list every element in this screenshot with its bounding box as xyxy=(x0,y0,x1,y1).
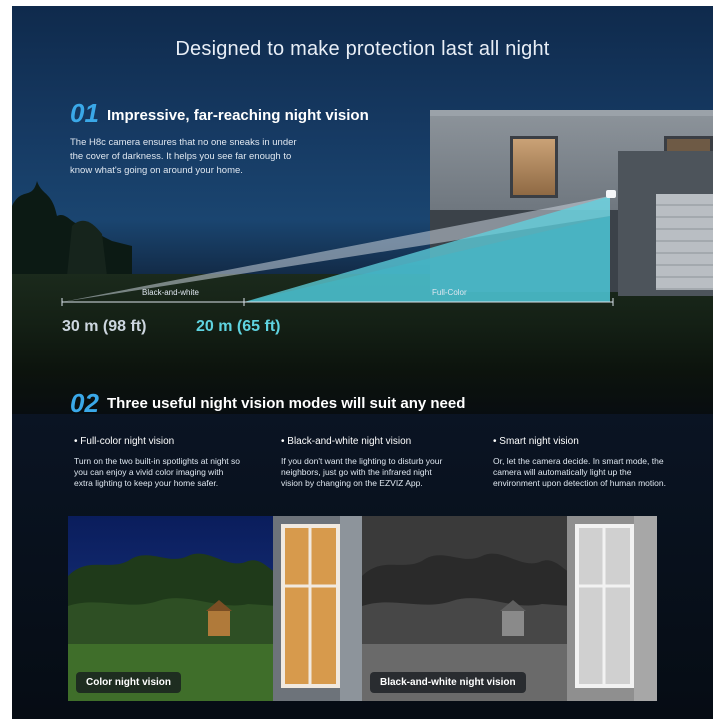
description-line: If you don't want the lighting to disturb your xyxy=(281,456,443,466)
description-line: know what's going on around your home. xyxy=(70,165,243,176)
description-line: camera will automatically light up the xyxy=(493,467,632,477)
description-line: you can enjoy a vivid color imaging with xyxy=(74,467,224,477)
section-title: Impressive, far-reaching night vision xyxy=(107,107,369,124)
description-line: environment upon detection of human motion. xyxy=(493,478,666,488)
section-number: 02 xyxy=(70,388,99,418)
bw-distance: 30 m (98 ft) xyxy=(62,318,147,335)
description-line: vision by changing on the EZVIZ App. xyxy=(281,478,423,488)
section-description xyxy=(70,136,297,178)
mode-title-bw: • Black-and-white night vision xyxy=(281,436,412,447)
section-title: Three useful night vision modes will suit any need xyxy=(107,395,466,412)
color-night-vision-photo xyxy=(68,516,362,701)
mode-description-bw xyxy=(281,456,442,489)
description-line: extra lighting to keep your home safer. xyxy=(74,478,219,488)
mode-description-smart xyxy=(493,456,666,489)
photo-caption: Color night vision xyxy=(76,672,181,693)
description-line: neighbors, just go with the infrared night xyxy=(281,467,432,477)
description-line: Or, let the camera decide. In smart mode, the xyxy=(493,456,664,466)
color-distance: 20 m (65 ft) xyxy=(196,318,281,335)
section-number: 01 xyxy=(70,98,99,128)
mode-title-smart: • Smart night vision xyxy=(493,436,579,447)
description-line: The H8c camera ensures that no one sneaks in under xyxy=(70,137,297,148)
camera-icon xyxy=(606,190,616,198)
product-banner xyxy=(12,6,713,719)
description-line: Turn on the two built-in spotlights at night so xyxy=(74,456,240,466)
description-line: the cover of darkness. It helps you see far enough to xyxy=(70,151,292,162)
bw-mode-label: Black-and-white xyxy=(142,288,199,297)
hero-title: Designed to make protection last all night xyxy=(175,38,550,60)
mode-description-color xyxy=(74,456,240,489)
photo-caption: Black-and-white night vision xyxy=(370,672,526,693)
color-mode-label: Full-Color xyxy=(432,288,467,297)
bw-night-vision-photo xyxy=(362,516,657,701)
mode-title-color: • Full-color night vision xyxy=(74,436,175,447)
